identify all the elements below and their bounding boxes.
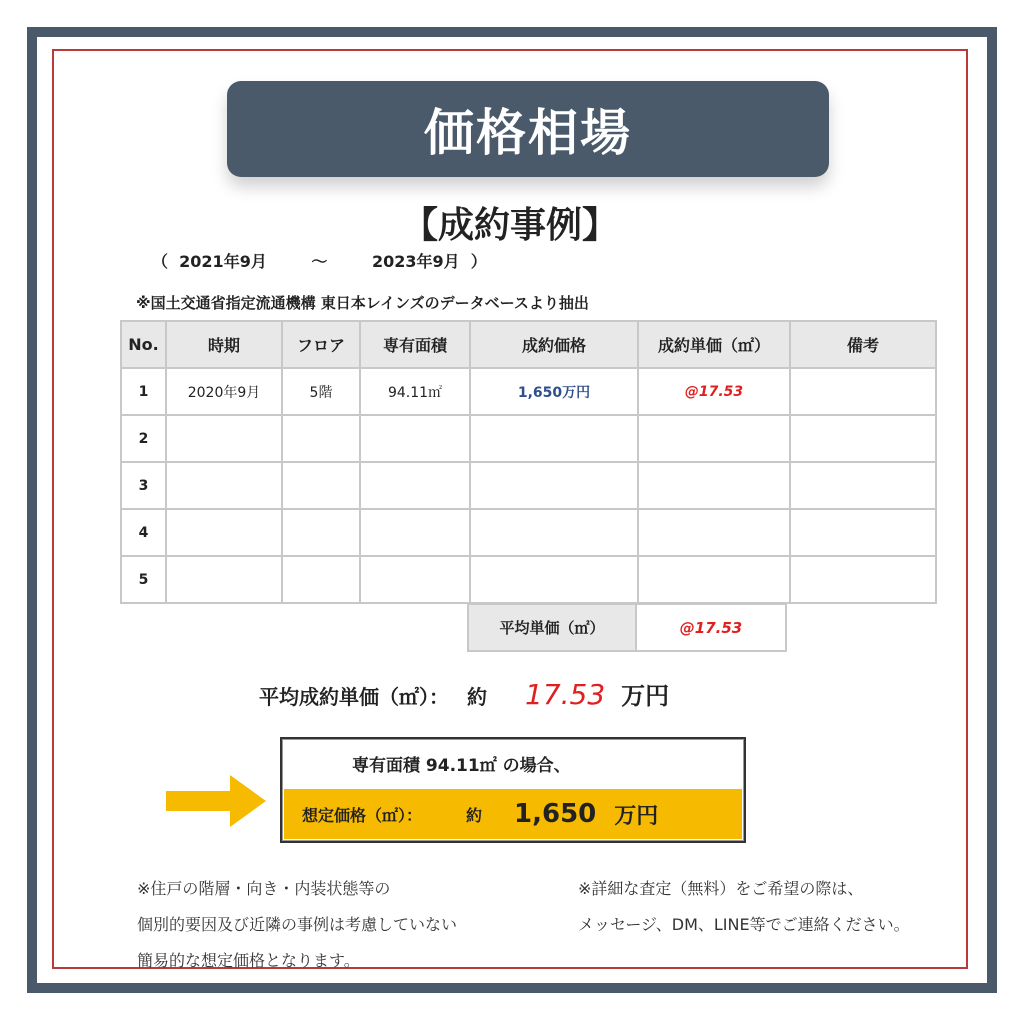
- row-no: 2: [121, 415, 166, 462]
- row-remarks: [790, 368, 936, 415]
- average-unit-price-value: @17.53: [636, 604, 786, 651]
- contact-note: [578, 871, 910, 943]
- table-row: [121, 415, 936, 462]
- note-line: 簡易的な想定価格となります。: [137, 951, 360, 970]
- average-unit-price-label: 平均単価（㎡）: [468, 604, 636, 651]
- red-border-frame: [52, 49, 968, 969]
- row-floor: [282, 509, 360, 556]
- row-no: 1: [121, 368, 166, 415]
- row-unit-price: [638, 509, 790, 556]
- data-source-note: ※国土交通省指定流通機構 東日本レインズのデータベースより抽出: [136, 294, 589, 312]
- row-price: [470, 556, 638, 603]
- estimate-box: [280, 737, 746, 843]
- table-row: [121, 462, 936, 509]
- header-date: 時期: [166, 321, 282, 368]
- average-row: [468, 604, 786, 651]
- outer-frame: [27, 27, 997, 993]
- row-area: [360, 462, 470, 509]
- row-price: 1,650万円: [470, 368, 638, 415]
- period-open: （: [152, 252, 169, 271]
- note-line: ※住戸の階層・向き・内装状態等の: [137, 879, 391, 898]
- average-unit-price-table: [467, 603, 787, 652]
- row-date: [166, 415, 282, 462]
- row-date: [166, 462, 282, 509]
- row-floor: [282, 415, 360, 462]
- note-line: 個別的要因及び近隣の事例は考慮していない: [137, 915, 458, 934]
- table-row: [121, 509, 936, 556]
- page-title: 価格相場: [424, 104, 632, 162]
- header-unit-price: 成約単価（㎡）: [638, 321, 790, 368]
- period-tilde: ～: [311, 252, 328, 271]
- header-area: 専有面積: [360, 321, 470, 368]
- deals-table: [120, 320, 937, 604]
- average-summary: [259, 676, 669, 711]
- table-row: [121, 368, 936, 415]
- row-area: [360, 509, 470, 556]
- period-to: 2023年9月: [371, 252, 460, 271]
- row-remarks: [790, 556, 936, 603]
- period-range: [152, 249, 487, 272]
- table-row: [121, 556, 936, 603]
- header-no: No.: [121, 321, 166, 368]
- estimate-approx: 約: [466, 805, 483, 825]
- disclaimer-note: [137, 871, 457, 979]
- row-date: [166, 556, 282, 603]
- row-no: 5: [121, 556, 166, 603]
- row-date: 2020年9月: [166, 368, 282, 415]
- average-summary-approx: 約: [467, 685, 487, 709]
- period-close: ）: [470, 252, 487, 271]
- note-line: メッセージ、DM、LINE等でご連絡ください。: [578, 915, 910, 934]
- estimate-area-line: 専有面積 94.11㎡ の場合、: [352, 755, 571, 776]
- row-remarks: [790, 462, 936, 509]
- row-unit-price: [638, 556, 790, 603]
- row-price: [470, 509, 638, 556]
- row-no: 4: [121, 509, 166, 556]
- period-from: 2021年9月: [179, 252, 267, 271]
- estimate-amount: 1,650: [514, 799, 597, 829]
- page-subtitle: 【成約事例】: [401, 205, 618, 246]
- row-area: [360, 415, 470, 462]
- row-floor: [282, 556, 360, 603]
- row-area: 94.11㎡: [360, 368, 470, 415]
- average-summary-unit: 万円: [621, 682, 670, 710]
- row-unit-price: [638, 462, 790, 509]
- estimate-condition: [282, 739, 744, 787]
- note-line: ※詳細な査定（無料）をご希望の際は、: [578, 879, 864, 898]
- row-remarks: [790, 509, 936, 556]
- row-remarks: [790, 415, 936, 462]
- estimate-unit: 万円: [614, 803, 659, 829]
- row-no: 3: [121, 462, 166, 509]
- row-floor: [282, 462, 360, 509]
- header-price: 成約価格: [470, 321, 638, 368]
- row-floor: 5階: [282, 368, 360, 415]
- row-unit-price: @17.53: [638, 368, 790, 415]
- header-floor: フロア: [282, 321, 360, 368]
- row-date: [166, 509, 282, 556]
- header-remarks: 備考: [790, 321, 936, 368]
- inner-panel: [37, 37, 987, 983]
- average-summary-value: 17.53: [525, 678, 606, 711]
- estimate-result-bar: [284, 789, 742, 839]
- average-summary-label: 平均成約単価（㎡）：: [259, 685, 449, 709]
- table-header-row: [121, 321, 936, 368]
- row-area: [360, 556, 470, 603]
- row-price: [470, 415, 638, 462]
- title-banner: [227, 81, 829, 177]
- row-price: [470, 462, 638, 509]
- estimate-label: 想定価格（㎡）：: [302, 805, 423, 825]
- arrow-right-icon: [166, 775, 266, 827]
- row-unit-price: [638, 415, 790, 462]
